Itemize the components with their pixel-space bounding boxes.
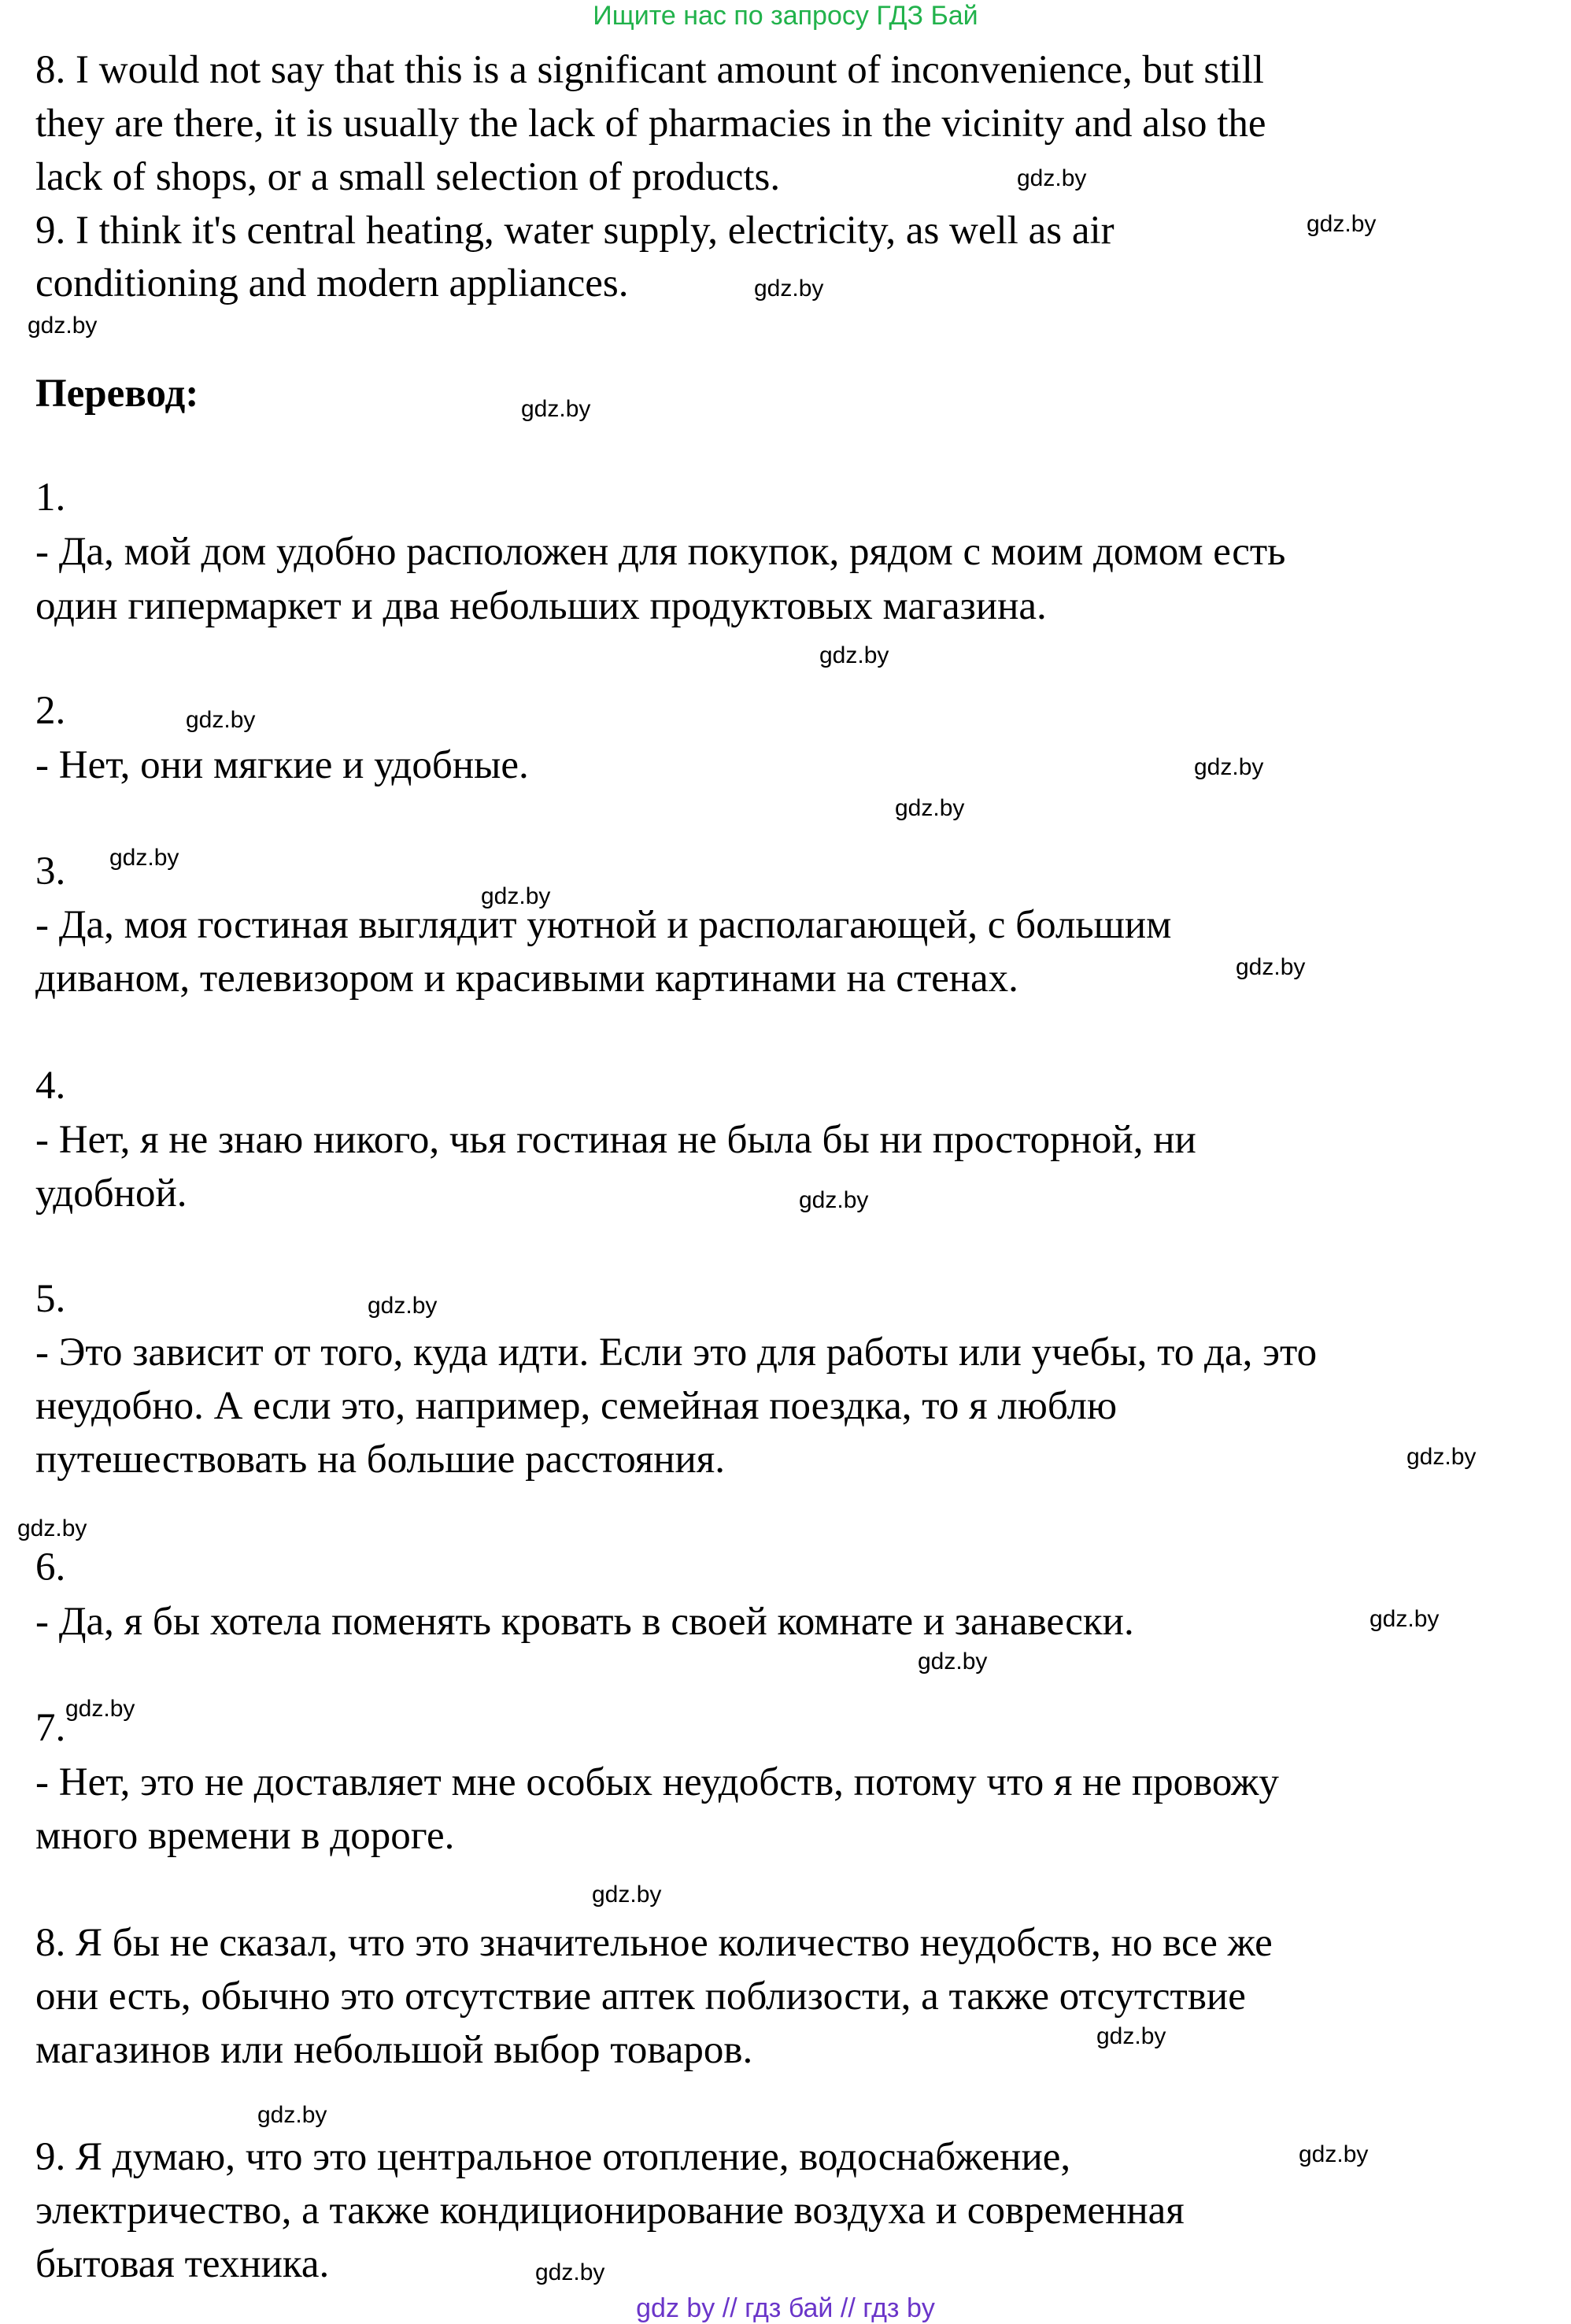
- answer-8-line-1: 8. I would not say that this is a significant amount of inconvenience, but still: [35, 48, 1264, 92]
- translation-item-2-line-1: - Нет, они мягкие и удобные.: [35, 743, 529, 787]
- watermark: gdz.by: [109, 845, 179, 871]
- watermark: gdz.by: [1307, 211, 1377, 237]
- translation-item-9-line-3: бытовая техника.: [35, 2242, 330, 2286]
- translation-item-8-line-2: они есть, обычно это отсутствие аптек поблизости, а также отсутствие: [35, 1974, 1246, 2019]
- watermark: gdz.by: [368, 1293, 438, 1319]
- translation-heading: Перевод:: [35, 372, 199, 416]
- translation-item-9-line-2: электричество, а также кондиционирование воздуха и современная: [35, 2189, 1185, 2233]
- answer-9-line-2: conditioning and modern appliances.: [35, 261, 629, 305]
- translation-item-8-line-1: 8. Я бы не сказал, что это значительное количество неудобств, но все же: [35, 1921, 1273, 1965]
- translation-item-4-line-1: - Нет, я не знаю никого, чья гостиная не была бы ни просторной, ни: [35, 1118, 1196, 1162]
- translation-item-7-number: 7.: [35, 1706, 66, 1750]
- watermark: gdz.by: [65, 1696, 135, 1722]
- translation-item-5-line-1: - Это зависит от того, куда идти. Если это для работы или учебы, то да, это: [35, 1330, 1318, 1375]
- translation-item-3-line-2: диваном, телевизором и красивыми картинами на стенах.: [35, 957, 1018, 1001]
- watermark: gdz.by: [1194, 754, 1264, 780]
- watermark: gdz.by: [257, 2102, 327, 2128]
- footer-links[interactable]: gdz by // гдз бай // гдз by: [636, 2293, 935, 2323]
- header-search-link[interactable]: Ищите нас по запросу ГДЗ Бай: [593, 1, 978, 31]
- watermark: gdz.by: [918, 1649, 988, 1675]
- translation-item-5-line-2: неудобно. А если это, например, семейная поездка, то я люблю: [35, 1384, 1118, 1428]
- translation-item-3-line-1: - Да, моя гостиная выглядит уютной и располагающей, с большим: [35, 903, 1172, 947]
- translation-item-2-number: 2.: [35, 689, 66, 733]
- translation-item-8-line-3: магазинов или небольшой выбор товаров.: [35, 2028, 753, 2072]
- watermark: gdz.by: [799, 1187, 869, 1213]
- watermark: gdz.by: [1096, 2023, 1166, 2049]
- translation-item-1-line-1: - Да, мой дом удобно расположен для покупок, рядом с моим домом есть: [35, 530, 1286, 574]
- translation-item-4-number: 4.: [35, 1064, 66, 1108]
- watermark: gdz.by: [1236, 954, 1306, 980]
- translation-item-9-line-1: 9. Я думаю, что это центральное отопление, водоснабжение,: [35, 2135, 1071, 2179]
- translation-item-7-line-1: - Нет, это не доставляет мне особых неудобств, потому что я не провожу: [35, 1760, 1279, 1804]
- translation-item-6-number: 6.: [35, 1545, 66, 1589]
- answer-9-line-1: 9. I think it's central heating, water supply, electricity, as well as air: [35, 209, 1114, 253]
- watermark: gdz.by: [535, 2259, 605, 2285]
- watermark: gdz.by: [481, 883, 551, 909]
- watermark: gdz.by: [1407, 1444, 1477, 1470]
- translation-item-3-number: 3.: [35, 849, 66, 894]
- watermark: gdz.by: [1299, 2141, 1369, 2167]
- watermark: gdz.by: [17, 1515, 87, 1541]
- watermark: gdz.by: [28, 313, 98, 339]
- translation-item-4-line-2: удобной.: [35, 1171, 187, 1216]
- watermark: gdz.by: [521, 396, 591, 422]
- watermark: gdz.by: [592, 1882, 662, 1908]
- translation-item-1-number: 1.: [35, 476, 66, 520]
- translation-item-1-line-2: один гипермаркет и два небольших продуктовых магазина.: [35, 584, 1047, 628]
- watermark: gdz.by: [1370, 1606, 1440, 1632]
- watermark: gdz.by: [895, 795, 965, 821]
- translation-item-5-number: 5.: [35, 1277, 66, 1321]
- translation-item-5-line-3: путешествовать на большие расстояния.: [35, 1438, 725, 1482]
- answer-8-line-2: they are there, it is usually the lack of pharmacies in the vicinity and also the: [35, 102, 1266, 146]
- watermark: gdz.by: [1017, 165, 1087, 191]
- answer-8-line-3: lack of shops, or a small selection of products.: [35, 155, 781, 199]
- translation-item-7-line-2: много времени в дороге.: [35, 1814, 455, 1858]
- watermark: gdz.by: [186, 707, 256, 733]
- watermark: gdz.by: [754, 276, 824, 302]
- watermark: gdz.by: [819, 642, 889, 668]
- translation-item-6-line-1: - Да, я бы хотела поменять кровать в своей комнате и занавески.: [35, 1600, 1134, 1644]
